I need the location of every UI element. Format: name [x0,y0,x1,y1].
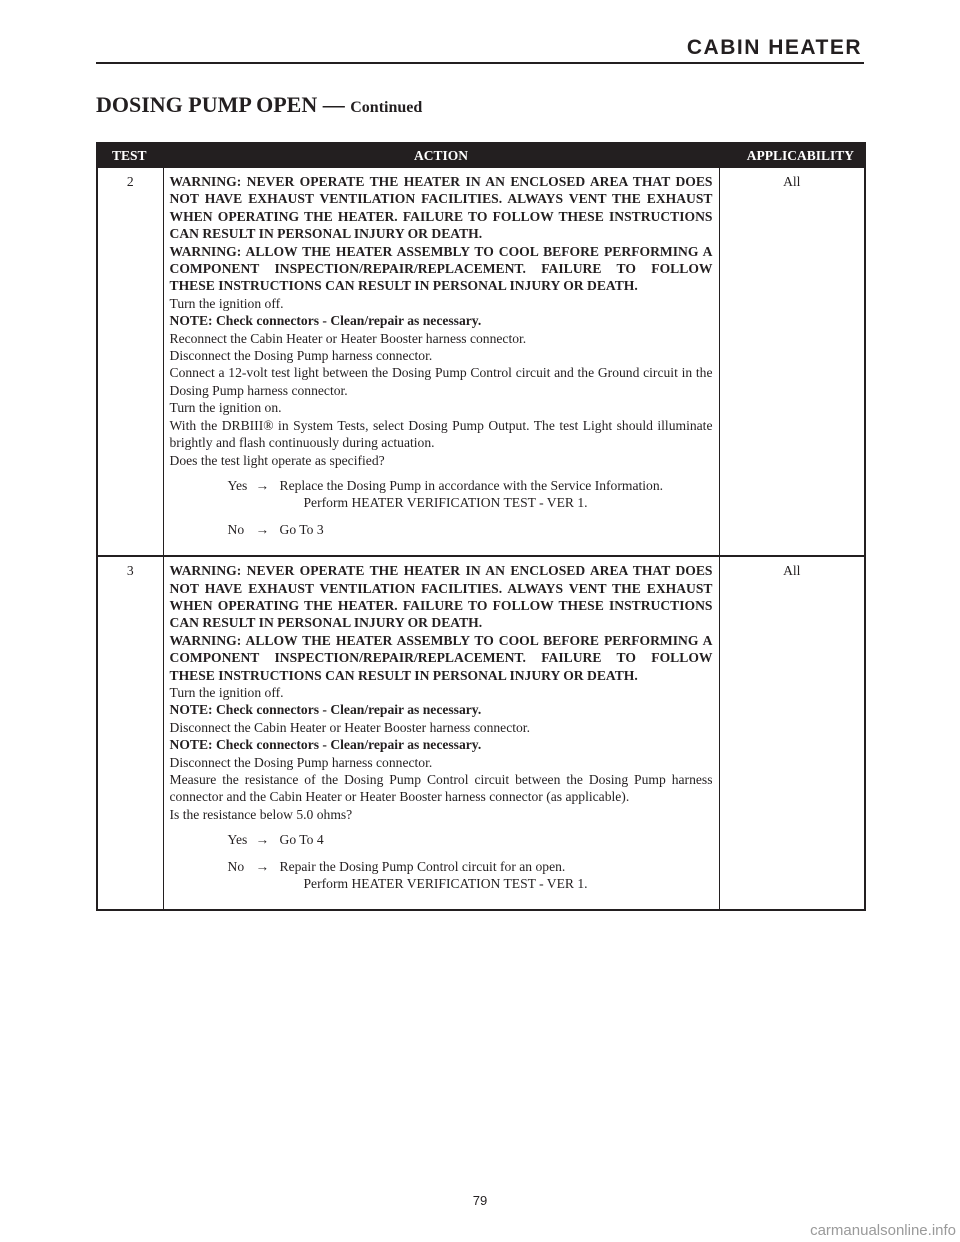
arrow-icon: → [255,477,270,493]
result-subtext: Perform HEATER VERIFICATION TEST - VER 1. [303,495,588,511]
answer-label: No [227,858,245,874]
step-text: Turn the ignition off. [169,684,284,700]
warning-cooldown: WARNING: ALLOW THE HEATER ASSEMBLY TO COOL BEFORE PERFORMING A COMPONENT INSPECTION/REPAIR/REPLACEMENT. FAILURE TO FOLLOW THESE INSTRUCTIONS CAN RESULT IN PERSONAL INJURY OR DEATH. [169,243,713,294]
question-text: Is the resistance below 5.0 ohms? [169,806,353,822]
note-text: NOTE: Check connectors - Clean/repair as necessary. [169,702,482,718]
step-text: Disconnect the Cabin Heater or Heater Booster harness connector. [169,719,530,735]
test-number: 2 [97,168,163,556]
answer-label: No [227,521,245,537]
action-cell [163,556,719,910]
step-text: Measure the resistance of the Dosing Pump Control circuit between the Dosing Pump harness connector and the Cabin Heater or Heater Booster harness connector (as applicable). [169,772,713,805]
step-text: Disconnect the Dosing Pump harness connector. [169,348,433,364]
outcomes [170,831,713,892]
section-header: CABIN HEATER [686,36,862,59]
applicability-value: All [719,168,865,556]
step-text: Reconnect the Cabin Heater or Heater Booster harness connector. [169,330,527,346]
page-title [96,92,422,118]
step-text: Turn the ignition on. [169,400,282,416]
applicability-column-header: APPLICABILITY [719,143,865,168]
warning-ventilation: WARNING: NEVER OPERATE THE HEATER IN AN ENCLOSED AREA THAT DOES NOT HAVE EXHAUST VENTILATION FACILITIES. ALWAYS VENT THE EXHAUST WHEN OPERATING THE HEATER. FAILURE TO FOLLOW THESE INSTRUCTIONS CAN RESULT IN PERSONAL INJURY OR DEATH. [169,174,713,242]
test-number: 3 [97,556,163,910]
action-column-header: ACTION [163,143,719,168]
test-column-header: TEST [97,143,163,168]
warning-cooldown: WARNING: ALLOW THE HEATER ASSEMBLY TO COOL BEFORE PERFORMING A COMPONENT INSPECTION/REPAIR/REPLACEMENT. FAILURE TO FOLLOW THESE INSTRUCTIONS CAN RESULT IN PERSONAL INJURY OR DEATH. [169,632,713,683]
page-number: 79 [472,1193,488,1208]
outcome-no [228,521,713,538]
step-text: Turn the ignition off. [169,295,284,311]
result-subtext: Perform HEATER VERIFICATION TEST - VER 1. [303,876,588,892]
outcome-yes [228,831,713,848]
outcome-result [280,521,713,538]
watermark: carmanualsonline.info [810,1222,956,1239]
outcome-result [280,831,713,848]
answer-label: Yes [227,477,248,493]
arrow-icon: → [255,521,270,537]
result-text: Go To 4 [279,832,324,848]
action-cell [163,168,719,556]
outcome-yes [228,477,713,512]
result-text: Replace the Dosing Pump in accordance with the Service Information. [279,477,664,493]
outcome-no [228,858,713,893]
page-title-continued: Continued [350,99,423,116]
outcome-result [280,858,713,893]
table-header-row [97,143,865,168]
warning-ventilation: WARNING: NEVER OPERATE THE HEATER IN AN ENCLOSED AREA THAT DOES NOT HAVE EXHAUST VENTILATION FACILITIES. ALWAYS VENT THE EXHAUST WHEN OPERATING THE HEATER. FAILURE TO FOLLOW THESE INSTRUCTIONS CAN RESULT IN PERSONAL INJURY OR DEATH. [169,563,713,631]
diagnostic-table [96,142,866,911]
page-title-main: DOSING PUMP OPEN — [96,92,351,117]
table-row [97,556,865,910]
arrow-icon: → [255,858,270,874]
step-text: Connect a 12-volt test light between the Dosing Pump Control circuit and the Ground circuit in the Dosing Pump harness connector. [169,365,713,398]
arrow-icon: → [255,832,270,848]
question-text: Does the test light operate as specified? [169,452,385,468]
outcome-result [280,477,713,512]
applicability-value: All [719,556,865,910]
step-text: With the DRBIII® in System Tests, select Dosing Pump Output. The test Light should illuminate brightly and flash continuously during actuation. [169,417,713,451]
result-text: Repair the Dosing Pump Control circuit for an open. [279,858,566,874]
header-rule [96,62,864,64]
result-text: Go To 3 [279,521,324,537]
answer-label: Yes [227,832,248,848]
table-row [97,168,865,556]
step-text: Disconnect the Dosing Pump harness connector. [169,754,433,770]
note-text: NOTE: Check connectors - Clean/repair as necessary. [169,313,482,329]
outcomes [170,477,713,538]
note-text: NOTE: Check connectors - Clean/repair as necessary. [169,737,482,753]
